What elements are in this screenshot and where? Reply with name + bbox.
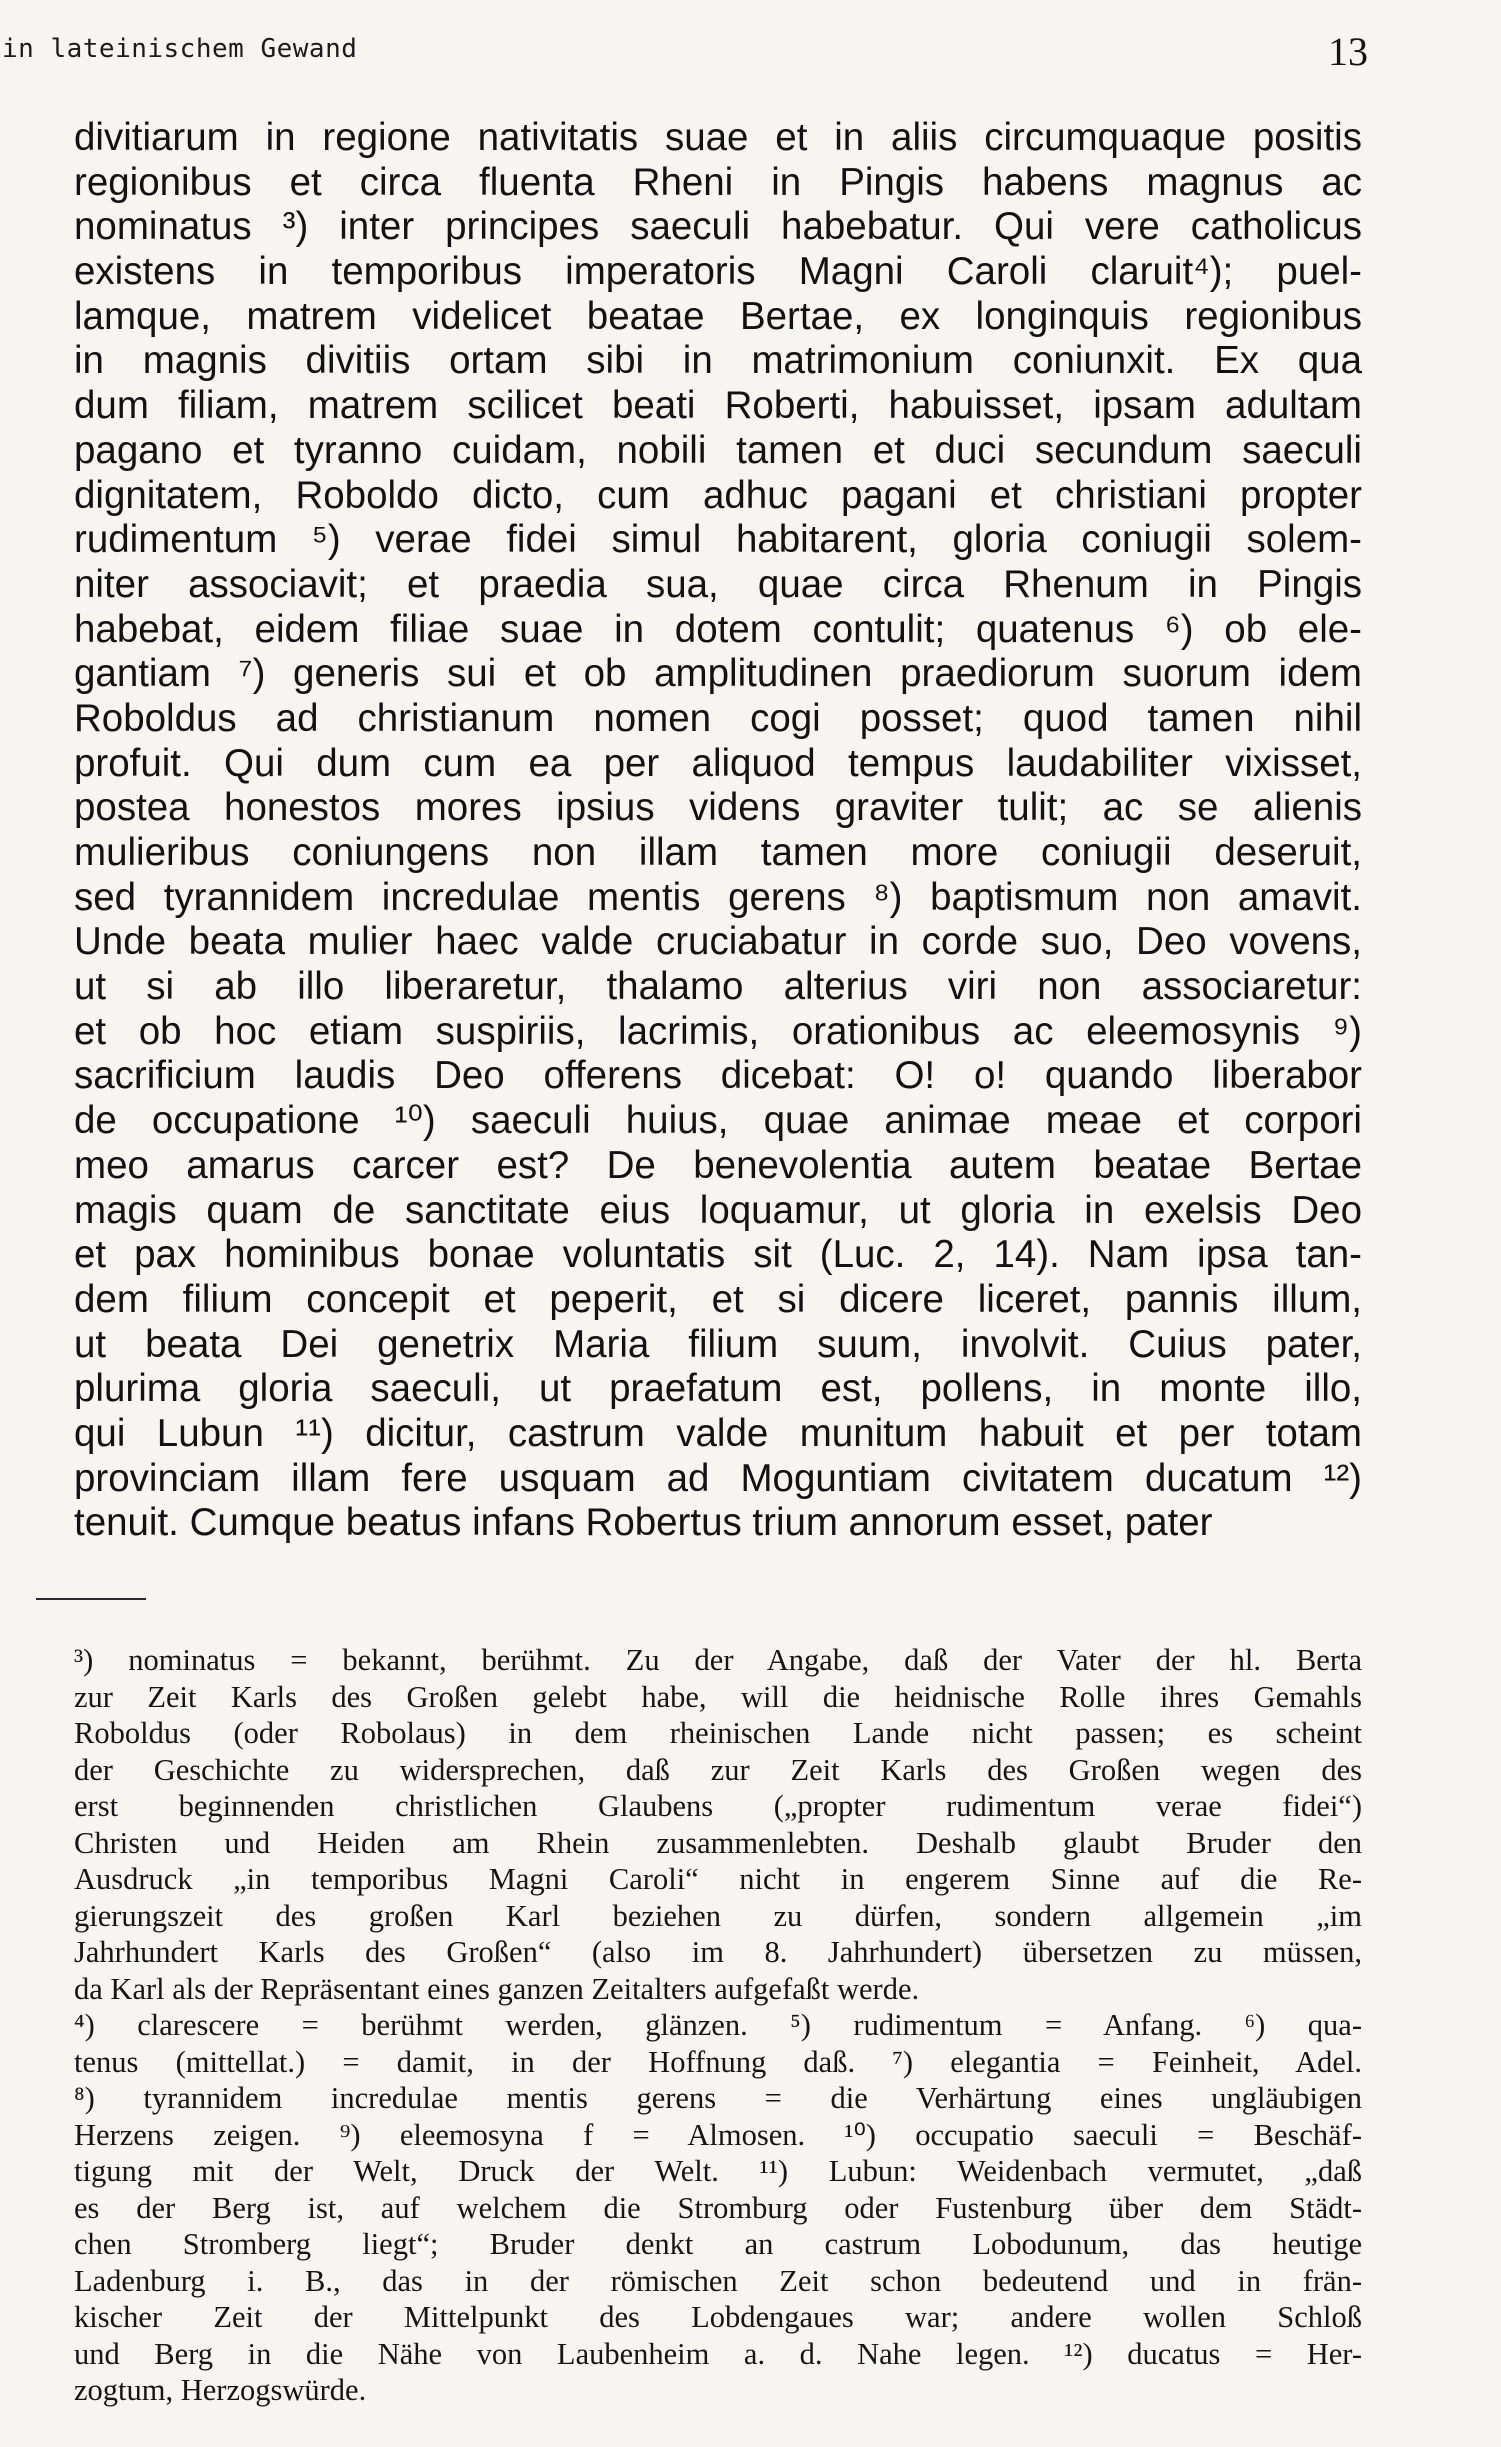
text-line: sacrificium laudis Deo offerens dicebat: O! o! quando liberabor bbox=[74, 1054, 1362, 1098]
text-line: dum filiam, matrem scilicet beati Roberti, habuisset, ipsam adultam bbox=[74, 384, 1362, 428]
footnotes-block bbox=[74, 1642, 1362, 2409]
text-line: plurima gloria saeculi, ut praefatum est, pollens, in monte illo, bbox=[74, 1367, 1362, 1411]
text-line: rudimentum ⁵) verae fidei simul habitarent, gloria coniugii solem- bbox=[74, 518, 1362, 562]
text-line: ut beata Dei genetrix Maria filium suum, involvit. Cuius pater, bbox=[74, 1322, 1362, 1366]
text-line: tenuit. Cumque beatus infans Robertus trium annorum esset, pater bbox=[74, 1501, 1213, 1545]
text-line: lamque, matrem videlicet beatae Bertae, ex longinquis regionibus bbox=[74, 294, 1362, 338]
footnote-line: es der Berg ist, auf welchem die Stromburg oder Fustenburg über dem Städt- bbox=[74, 2190, 1362, 2225]
footnote-line: Ausdruck „in temporibus Magni Caroli“ nicht in engerem Sinne auf die Re- bbox=[74, 1862, 1362, 1896]
text-line: magis quam de sanctitate eius loquamur, ut gloria in exelsis Deo bbox=[74, 1188, 1362, 1232]
text-line: postea honestos mores ipsius videns graviter tulit; ac se alienis bbox=[74, 786, 1362, 830]
footnote-line: der Geschichte zu widersprechen, daß zur Zeit Karls des Großen wegen des bbox=[74, 1752, 1362, 1787]
text-line: mulieribus coniungens non illam tamen more coniugii deseruit, bbox=[74, 831, 1362, 874]
text-line: divitiarum in regione nativitatis suae et in aliis circumquaque positis bbox=[74, 116, 1362, 159]
text-line: sed tyrannidem incredulae mentis gerens ⁸) baptismum non amavit. bbox=[74, 875, 1362, 919]
text-line: dem filium concepit et peperit, et si dicere liceret, pannis illum, bbox=[74, 1277, 1362, 1321]
text-line: qui Lubun ¹¹) dicitur, castrum valde munitum habuit et per totam bbox=[74, 1411, 1362, 1455]
footnote-line: und Berg in die Nähe von Laubenheim a. d. Nahe legen. ¹²) ducatus = Her- bbox=[74, 2336, 1362, 2371]
footnote-line: chen Stromberg liegt“; Bruder denkt an castrum Lobodunum, das heutige bbox=[74, 2227, 1362, 2261]
text-line: dignitatem, Roboldo dicto, cum adhuc pagani et christiani propter bbox=[74, 473, 1362, 517]
footnote-line: Herzens zeigen. ⁹) eleemosyna f = Almosen. ¹⁰) occupatio saeculi = Beschäf- bbox=[74, 2117, 1362, 2152]
page-number: 13 bbox=[1328, 29, 1368, 74]
text-line: regionibus et circa fluenta Rheni in Pingis habens magnus ac bbox=[74, 160, 1362, 204]
footnote-line: Christen und Heiden am Rhein zusammenlebten. Deshalb glaubt Bruder den bbox=[74, 1825, 1362, 1860]
text-line: Unde beata mulier haec valde cruciabatur in corde suo, Deo vovens, bbox=[74, 920, 1362, 964]
text-line: et pax hominibus bonae voluntatis sit (Luc. 2, 14). Nam ipsa tan- bbox=[74, 1233, 1362, 1277]
footnote-line: ³) nominatus = bekannt, berühmt. Zu der Angabe, daß der Vater der hl. Berta bbox=[74, 1643, 1362, 1677]
text-line: existens in temporibus imperatoris Magni Caroli claruit⁴); puel- bbox=[74, 250, 1362, 294]
footnote-line: Roboldus (oder Robolaus) in dem rheinischen Lande nicht passen; es scheint bbox=[74, 1716, 1362, 1750]
footnote-line: gierungszeit des großen Karl beziehen zu dürfen, sondern allgemein „im bbox=[74, 1898, 1362, 1933]
footnote-line: ⁸) tyrannidem incredulae mentis gerens = die Verhärtung eines ungläubigen bbox=[74, 2081, 1362, 2115]
text-line: profuit. Qui dum cum ea per aliquod tempus laudabiliter vixisset, bbox=[74, 741, 1362, 785]
footnote-separator-rule bbox=[36, 1598, 146, 1600]
text-line: ut si ab illo liberaretur, thalamo alterius viri non associaretur: bbox=[74, 965, 1362, 1009]
footnote-line: ⁴) clarescere = berühmt werden, glänzen. ⁵) rudimentum = Anfang. ⁶) qua- bbox=[74, 2008, 1362, 2042]
text-line: et ob hoc etiam suspiriis, lacrimis, orationibus ac eleemosynis ⁹) bbox=[74, 1009, 1362, 1053]
text-line: pagano et tyranno cuidam, nobili tamen et duci secundum saeculi bbox=[74, 428, 1362, 472]
text-line: gantiam ⁷) generis sui et ob amplitudinen praediorum suorum idem bbox=[74, 652, 1362, 696]
footnote-line: zogtum, Herzogswürde. bbox=[74, 2373, 367, 2407]
running-head bbox=[0, 28, 1501, 74]
text-line: provinciam illam fere usquam ad Moguntiam civitatem ducatum ¹²) bbox=[74, 1456, 1362, 1500]
text-line: in magnis divitiis ortam sibi in matrimonium coniunxit. Ex qua bbox=[74, 339, 1362, 383]
text-line: nominatus ³) inter principes saeculi habebatur. Qui vere catholicus bbox=[74, 205, 1362, 249]
footnote-line: zur Zeit Karls des Großen gelebt habe, will die heidnische Rolle ihres Gemahls bbox=[74, 1679, 1362, 1714]
footnote-line: da Karl als der Repräsentant eines ganzen Zeitalters aufgefaßt werde. bbox=[74, 1971, 920, 2006]
footnote-line: erst beginnenden christlichen Glaubens („propter rudimentum verae fidei“) bbox=[74, 1789, 1362, 1823]
text-line: habebat, eidem filiae suae in dotem contulit; quatenus ⁶) ob ele- bbox=[74, 607, 1362, 651]
text-line: meo amarus carcer est? De benevolentia autem beatae Bertae bbox=[74, 1143, 1362, 1187]
running-title: in lateinischem Gewand bbox=[2, 34, 358, 64]
text-line: Roboldus ad christianum nomen cogi posset; quod tamen nihil bbox=[74, 696, 1362, 740]
text-line: de occupatione ¹⁰) saeculi huius, quae animae meae et corpori bbox=[74, 1099, 1362, 1143]
footnote-line: kischer Zeit der Mittelpunkt des Lobdengaues war; andere wollen Schloß bbox=[74, 2300, 1362, 2334]
footnote-line: tenus (mittellat.) = damit, in der Hoffnung daß. ⁷) elegantia = Feinheit, Adel. bbox=[74, 2044, 1362, 2079]
main-text-block bbox=[74, 116, 1362, 1546]
text-line: niter associavit; et praedia sua, quae circa Rhenum in Pingis bbox=[74, 562, 1362, 606]
footnote-line: tigung mit der Welt, Druck der Welt. ¹¹) Lubun: Weidenbach vermutet, „daß bbox=[74, 2154, 1362, 2188]
footnote-line: Jahrhundert Karls des Großen“ (also im 8. Jahrhundert) übersetzen zu müssen, bbox=[74, 1935, 1362, 1969]
footnote-line: Ladenburg i. B., das in der römischen Zeit schon bedeutend und in frän- bbox=[74, 2263, 1362, 2298]
